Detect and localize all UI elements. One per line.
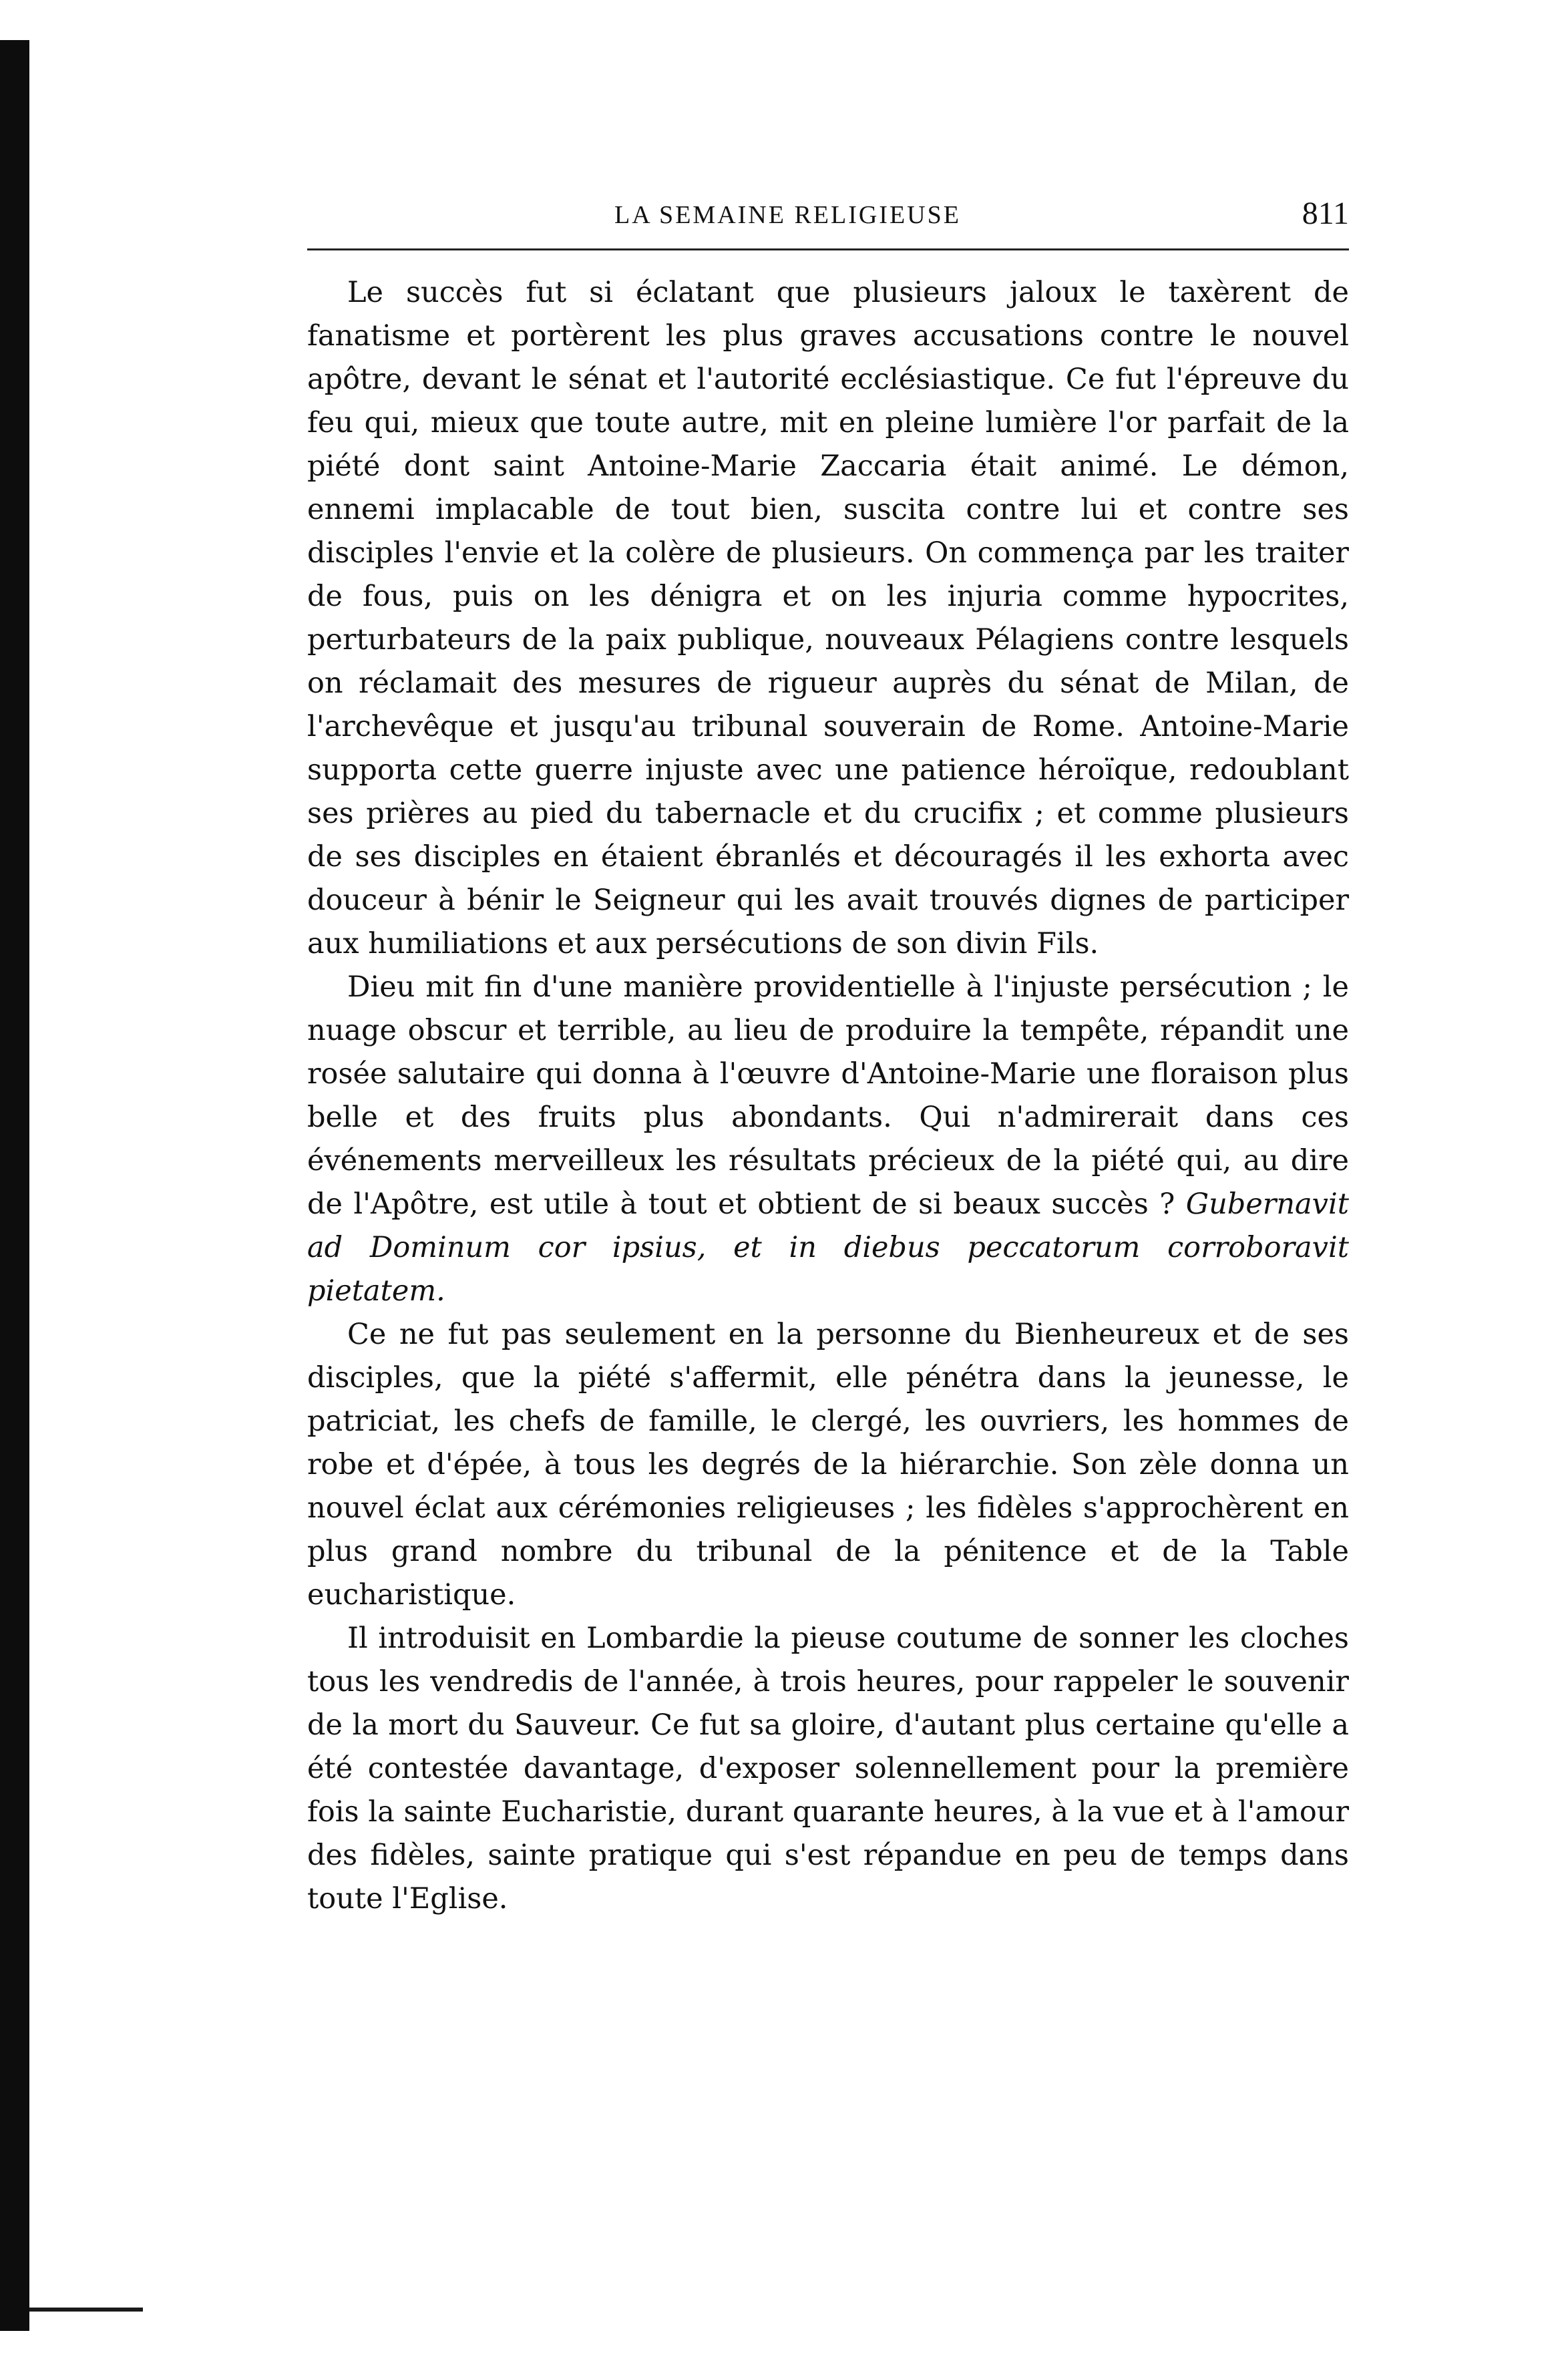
running-head-title: LA SEMAINE RELIGIEUSE	[614, 201, 961, 229]
latin-quote: Gubernavit ad Dominum cor ipsius, et in diebus peccatorum corroboravit pietatem.	[307, 1187, 1349, 1308]
paragraph-providence	[307, 966, 1349, 1313]
binding-edge-tail	[29, 2308, 143, 2312]
book-page	[307, 194, 1349, 1921]
page-number: 811	[1302, 196, 1349, 231]
binding-edge	[0, 40, 29, 2331]
header-rule	[307, 248, 1349, 250]
running-head	[307, 194, 1349, 247]
body-text	[307, 271, 1349, 1921]
paragraph-quarante-heures: Il introduisit en Lombardie la pieuse coutume de sonner les cloches tous les vendredis de l'année, à trois heures, pour rappeler le souvenir de la mort du Sauveur. Ce fut sa gloire, d'autant plus certaine qu'elle a été contestée davantage, d'exposer solennellement pour la première fois la sainte Eucharistie, durant quarante heures, à la vue et à l'amour des fidèles, sainte pratique qui s'est répandue en peu de temps dans toute l'Eglise.	[307, 1622, 1349, 1915]
paragraph-providence-text: Dieu mit fin d'une manière providentielle à l'injuste persécution ; le nuage obscur et terrible, au lieu de produire la tempête, répandit une rosée salutaire qui donna à l'œuvre d'Antoine-Marie une floraison plus belle et des fruits plus abondants. Qui n'admirerait dans ces événements merveilleux les résultats précieux de la piété qui, au dire de l'Apôtre, est utile à tout et obtient de si beaux succès ?	[307, 970, 1349, 1221]
paragraph-piety: Ce ne fut pas seulement en la personne du Bienheureux et de ses disciples, que la piété s'affermit, elle pénétra dans la jeunesse, le patriciat, les chefs de famille, le clergé, les ouvriers, les hommes de robe et d'épée, à tous les degrés de la hiérarchie. Son zèle donna un nouvel éclat aux cérémonies religieuses ; les fidèles s'approchèrent en plus grand nombre du tribunal de la pénitence et de la Table eucharistique.	[307, 1318, 1349, 1612]
paragraph-persecution: Le succès fut si éclatant que plusieurs jaloux le taxèrent de fanatisme et portèrent les plus graves accusations contre le nouvel apôtre, devant le sénat et l'autorité ecclésiastique. Ce fut l'épreuve du feu qui, mieux que toute autre, mit en pleine lumière l'or parfait de la piété dont saint Antoine-Marie Zaccaria était animé. Le démon, ennemi implacable de tout bien, suscita contre lui et contre ses disciples l'envie et la colère de plusieurs. On commença par les traiter de fous, puis on les dénigra et on les injuria comme hypocrites, perturbateurs de la paix publique, nouveaux Pélagiens contre lesquels on réclamait des mesures de rigueur auprès du sénat de Milan, de l'archevêque et jusqu'au tribunal souverain de Rome. Antoine-Marie supporta cette guerre injuste avec une patience héroïque, redoublant ses prières au pied du tabernacle et du crucifix ; et comme plusieurs de ses disciples en étaient ébranlés et découragés il les exhorta avec douceur à bénir le Seigneur qui les avait trouvés dignes de participer aux humiliations et aux persécutions de son divin Fils.	[307, 276, 1349, 960]
